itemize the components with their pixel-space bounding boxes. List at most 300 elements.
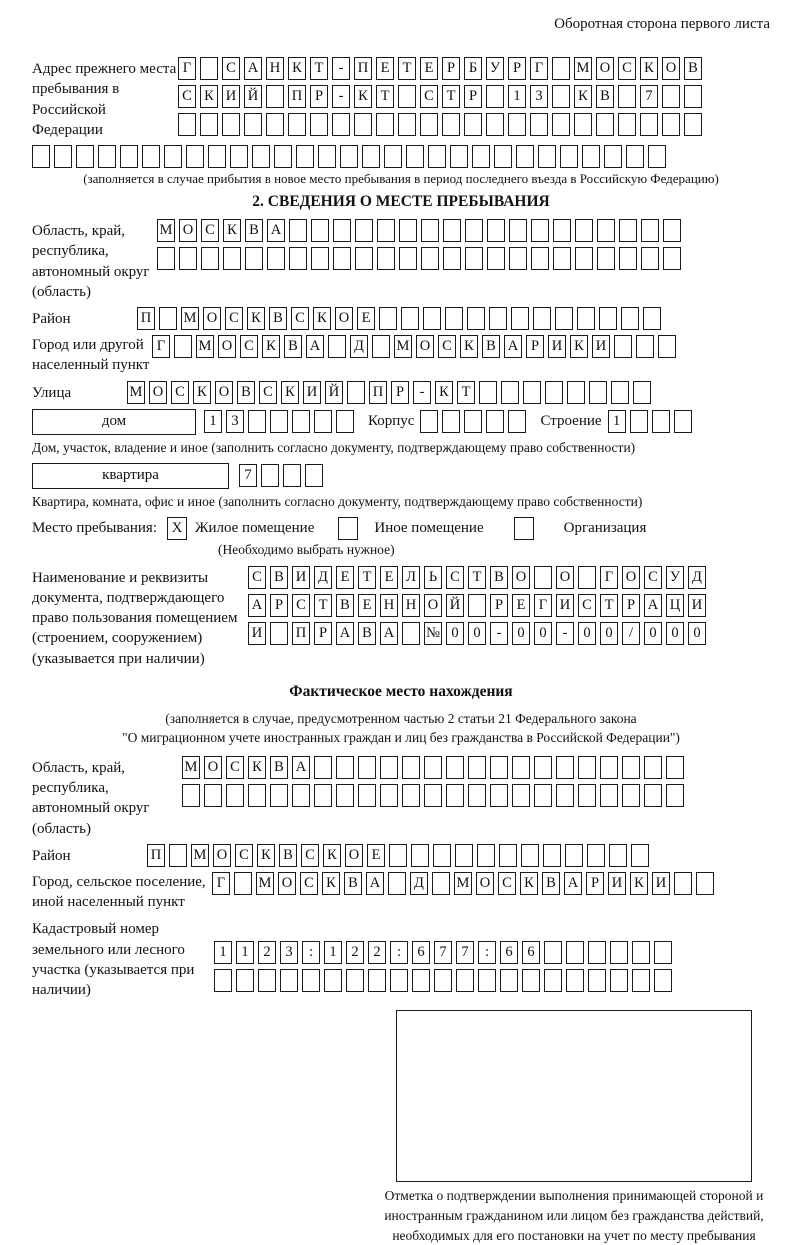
char-box: Т [376,85,394,108]
char-box [501,381,519,404]
char-box: С [240,335,258,358]
char-box: С [259,381,277,404]
other-premises-checkbox [338,517,358,540]
char-box: Е [376,57,394,80]
char-box: М [181,307,199,330]
char-box: П [354,57,372,80]
char-box: К [323,844,341,867]
char-box: - [332,57,350,80]
char-box [552,113,570,136]
char-box [443,219,461,242]
char-box: П [288,85,306,108]
char-box [399,247,417,270]
char-box: Г [178,57,196,80]
char-box: 1 [324,941,342,964]
char-box: Т [314,594,332,617]
char-box [566,941,584,964]
char-box [314,784,332,807]
char-box: - [332,85,350,108]
char-box: № [424,622,442,645]
char-box: К [435,381,453,404]
char-box: К [288,57,306,80]
char-box [261,464,279,487]
cadastral-label: Кадастровый номер земельного или лесного участка (указывается при наличии) [32,921,195,999]
char-box [258,969,276,992]
char-box [443,247,461,270]
char-box: 2 [346,941,364,964]
char-box: С [618,57,636,80]
char-box: А [248,594,266,617]
korpus-label: Корпус [368,413,415,429]
char-box [270,622,288,645]
char-box: Р [508,57,526,80]
stamp-area [378,1010,770,1245]
prev-address-block [32,57,770,140]
char-box [552,85,570,108]
char-box: 6 [522,941,540,964]
char-box [641,219,659,242]
char-box [468,756,486,779]
stay-type-note: (Необходимо выбрать нужное) [218,541,395,557]
char-box: У [486,57,504,80]
char-box: - [556,622,574,645]
char-box [684,113,702,136]
char-box: В [269,307,287,330]
char-box: А [244,57,262,80]
char-box [544,941,562,964]
char-box [578,756,596,779]
char-box: Р [464,85,482,108]
char-box [333,219,351,242]
char-box: 0 [512,622,530,645]
char-box: М [574,57,592,80]
char-box [577,307,595,330]
char-box [402,622,420,645]
char-box [648,145,666,168]
char-box: С [420,85,438,108]
char-box: А [644,594,662,617]
char-box [208,145,226,168]
char-box [633,381,651,404]
char-box [347,381,365,404]
char-box [324,969,342,992]
document-row-1 [248,566,706,589]
char-box: С [438,335,456,358]
char-box: К [354,85,372,108]
char-box: 1 [204,410,222,433]
char-box: О [476,872,494,895]
char-box [314,756,332,779]
char-box: В [482,335,500,358]
char-box: К [281,381,299,404]
char-box: Р [586,872,604,895]
region-label: Область, край, республика, автономный округ (область) [32,223,150,300]
char-box: О [203,307,221,330]
char-box [619,219,637,242]
char-box: : [478,941,496,964]
char-box: С [292,594,310,617]
char-box: М [454,872,472,895]
char-box: 1 [236,941,254,964]
char-box: О [512,566,530,589]
char-box [534,756,552,779]
char-box: Т [457,381,475,404]
char-box [311,219,329,242]
char-box: В [245,219,263,242]
char-box [556,756,574,779]
char-box: Т [442,85,460,108]
char-box: С [446,566,464,589]
char-box: 7 [239,464,257,487]
char-box [552,57,570,80]
char-box: С [578,594,596,617]
char-box: О [596,57,614,80]
char-box [248,784,266,807]
char-box [553,247,571,270]
document-row-2 [248,594,706,617]
char-box [521,844,539,867]
char-box: М [394,335,412,358]
char-box: Р [526,335,544,358]
char-box [456,969,474,992]
char-box [432,872,450,895]
char-box: В [237,381,255,404]
prev-address-label: Адрес прежнего места пребывания в Российской Федерации [32,61,177,138]
char-box [575,247,593,270]
char-box [142,145,160,168]
char-box [292,410,310,433]
char-box: К [223,219,241,242]
char-box: Е [512,594,530,617]
char-box [523,381,541,404]
house-number-row [204,410,354,433]
apartment-type-box: квартира [32,463,229,489]
char-box [599,307,617,330]
char-box: С [644,566,662,589]
char-box: Т [310,57,328,80]
char-box: М [191,844,209,867]
char-box [406,145,424,168]
char-box [508,410,526,433]
char-box [346,969,364,992]
char-box: Н [380,594,398,617]
char-box [600,784,618,807]
cadastral-block [32,917,770,1000]
char-box: И [556,594,574,617]
char-box: - [490,622,508,645]
residential-checkbox: X [167,517,187,540]
char-box: Н [266,57,284,80]
char-box [244,113,262,136]
stay-type-line [32,517,770,540]
char-box [434,969,452,992]
char-box [389,844,407,867]
char-box: О [218,335,236,358]
char-box [468,594,486,617]
char-box [214,969,232,992]
char-box: Т [468,566,486,589]
char-box [420,113,438,136]
char-box [543,844,561,867]
region-block [32,219,770,302]
char-box [336,756,354,779]
char-box: О [213,844,231,867]
char-box [423,307,441,330]
char-box [663,219,681,242]
char-box: М [127,381,145,404]
stroenie-label: Строение [540,413,602,429]
char-box [288,113,306,136]
char-box [398,85,416,108]
char-box [412,969,430,992]
char-box: Д [688,566,706,589]
char-box [289,247,307,270]
char-box: И [608,872,626,895]
actual-city-row [212,872,714,895]
char-box [464,113,482,136]
actual-district-label: Район [32,847,71,864]
char-box: К [570,335,588,358]
char-box [640,113,658,136]
char-box: В [358,622,376,645]
char-box [274,145,292,168]
char-box [398,113,416,136]
char-box [553,219,571,242]
char-box: А [564,872,582,895]
char-box: М [182,756,200,779]
char-box: Г [530,57,548,80]
char-box [654,969,672,992]
char-box: О [149,381,167,404]
char-box [610,941,628,964]
char-box: А [306,335,324,358]
char-box [377,219,395,242]
char-box: Н [402,594,420,617]
char-box [631,844,649,867]
char-box: С [498,872,516,895]
char-box [516,145,534,168]
char-box [508,113,526,136]
char-box [380,784,398,807]
char-box [636,335,654,358]
char-box: В [490,566,508,589]
char-box [424,756,442,779]
char-box: О [622,566,640,589]
region-row-1 [157,219,681,242]
char-box [658,335,676,358]
char-box: Т [600,594,618,617]
street-label: Улица [32,384,72,401]
char-box [54,145,72,168]
char-box [266,85,284,108]
char-box: И [548,335,566,358]
char-box [626,145,644,168]
char-box [487,219,505,242]
char-box: Р [310,85,328,108]
char-box [428,145,446,168]
char-box [587,844,605,867]
char-box: Р [391,381,409,404]
char-box: 0 [688,622,706,645]
char-box: С [291,307,309,330]
char-box [402,756,420,779]
char-box: 7 [640,85,658,108]
char-box [511,307,529,330]
char-box [614,335,632,358]
char-box: К [520,872,538,895]
house-type-box: дом [32,409,196,435]
char-box: О [416,335,434,358]
char-box [226,784,244,807]
char-box [696,872,714,895]
char-box: К [313,307,331,330]
char-box: В [344,872,362,895]
char-box [632,941,650,964]
char-box: В [542,872,560,895]
char-box [490,784,508,807]
char-box [182,784,200,807]
char-box [311,247,329,270]
char-box [465,219,483,242]
char-box: 0 [446,622,464,645]
char-box [372,335,390,358]
char-box [630,410,648,433]
char-box [489,307,507,330]
char-box: А [366,872,384,895]
char-box [377,247,395,270]
char-box: 0 [534,622,552,645]
char-box: : [390,941,408,964]
char-box [641,247,659,270]
char-box: К [630,872,648,895]
char-box: Д [410,872,428,895]
char-box [446,756,464,779]
char-box [566,969,584,992]
street-block [32,381,770,404]
char-box [230,145,248,168]
char-box [336,410,354,433]
char-box [270,410,288,433]
char-box: 0 [468,622,486,645]
char-box [355,219,373,242]
char-box [674,410,692,433]
char-box [610,969,628,992]
char-box [169,844,187,867]
char-box [567,381,585,404]
char-box [174,335,192,358]
char-box [179,247,197,270]
char-box [445,307,463,330]
char-box: М [256,872,274,895]
char-box: 6 [500,941,518,964]
char-box [522,969,540,992]
char-box: Е [357,307,375,330]
char-box [368,969,386,992]
char-box [223,247,241,270]
char-box [465,247,483,270]
char-box [328,335,346,358]
char-box [644,756,662,779]
char-box [663,247,681,270]
char-box [611,381,629,404]
char-box [157,247,175,270]
actual-city-label: Город, сельское поселение, иной населенный пункт [32,873,206,911]
char-box: И [592,335,610,358]
char-box [186,145,204,168]
char-box: К [200,85,218,108]
char-box [201,247,219,270]
document-row-3 [248,622,706,645]
apartment-line [32,463,770,489]
char-box [248,410,266,433]
char-box: К [262,335,280,358]
char-box: К [257,844,275,867]
char-box: А [504,335,522,358]
char-box [494,145,512,168]
char-box [283,464,301,487]
char-box: С [222,57,240,80]
char-box: О [204,756,222,779]
char-box [652,410,670,433]
char-box [245,247,263,270]
char-box [545,381,563,404]
char-box [499,844,517,867]
char-box [333,247,351,270]
char-box: К [193,381,211,404]
apartment-caption: Квартира, комната, офис и иное (заполнить согласно документу, подтверждающему право собственности) [32,493,643,509]
actual-district-row [147,844,649,867]
char-box [402,784,420,807]
char-box [531,219,549,242]
char-box [376,113,394,136]
char-box [556,784,574,807]
char-box: А [380,622,398,645]
char-box [267,247,285,270]
korpus-row [420,410,526,433]
char-box: 1 [608,410,626,433]
char-box [500,969,518,992]
city-row [152,335,676,358]
char-box [622,784,640,807]
district-block [32,307,770,330]
char-box: К [574,85,592,108]
char-box [604,145,622,168]
char-box [442,113,460,136]
char-box [486,410,504,433]
char-box: И [688,594,706,617]
char-box [332,113,350,136]
district-row [137,307,661,330]
char-box [479,381,497,404]
document-block [32,566,770,669]
char-box [164,145,182,168]
char-box [358,756,376,779]
char-box [442,410,460,433]
char-box [555,307,573,330]
char-box: 3 [226,410,244,433]
char-box: В [270,566,288,589]
house-caption: Дом, участок, владение и иное (заполнить согласно документу, подтверждающему право собственности) [32,439,636,455]
char-box: О [556,566,574,589]
char-box [582,145,600,168]
char-box [619,247,637,270]
actual-location-title: Фактическое место нахождения [289,682,513,700]
actual-region-label: Область, край, республика, автономный округ (область) [32,759,150,837]
char-box: Т [398,57,416,80]
char-box [421,247,439,270]
char-box: Е [358,594,376,617]
char-box: Д [350,335,368,358]
